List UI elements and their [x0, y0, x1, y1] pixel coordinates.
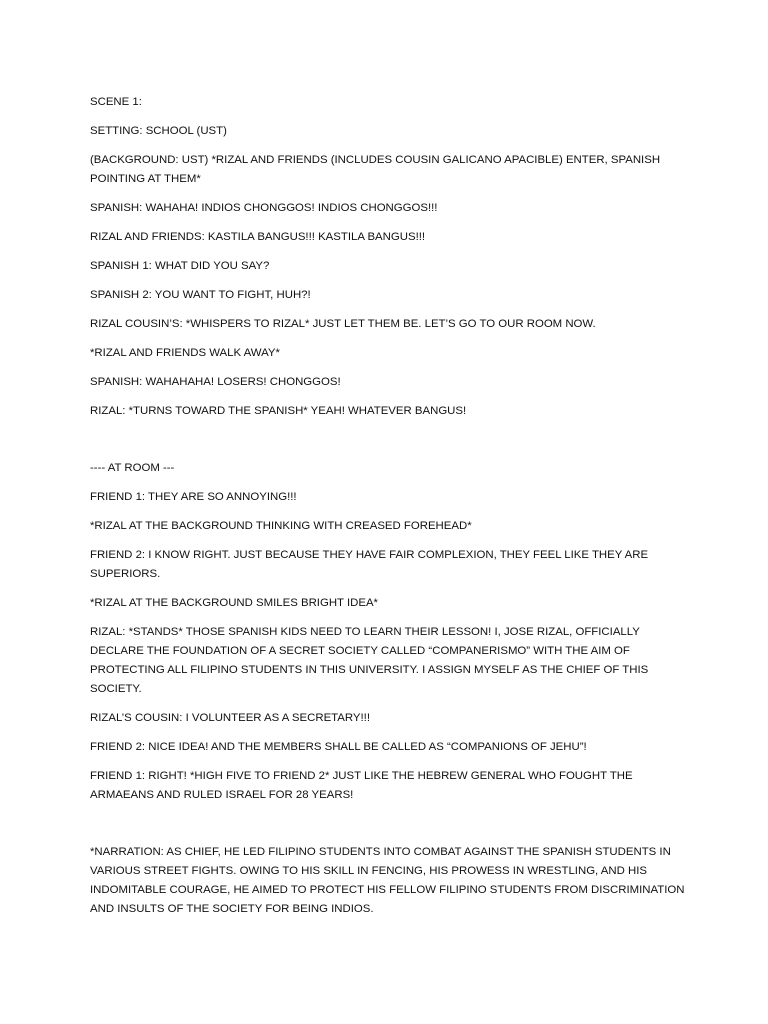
document-page	[90, 93, 690, 929]
dialogue-line: RIZAL’S COUSIN: I VOLUNTEER AS A SECRETARY!!!	[90, 712, 370, 724]
dialogue-line: FRIEND 2: I KNOW RIGHT. JUST BECAUSE THEY HAVE FAIR COMPLEXION, THEY FEEL LIKE THEY ARE SUPERIORS.	[90, 549, 649, 580]
scene-heading: SCENE 1:	[90, 96, 142, 108]
narration-paragraph: *NARRATION: AS CHIEF, HE LED FILIPINO STUDENTS INTO COMBAT AGAINST THE SPANISH STUDENTS IN VARIOUS STREET FIGHTS. OWING TO HIS SKILL IN FENCING, HIS PROWESS IN WRESTLING, AND HIS INDOMITABLE COURAGE, HE AIMED TO PROTECT HIS FELLOW FILIPINO STUDENTS FROM DISCRIMINATION AND INSULTS OF THE SOCIETY FOR BEING INDIOS.	[90, 846, 685, 915]
dialogue-line: RIZAL: *STANDS* THOSE SPANISH KIDS NEED TO LEARN THEIR LESSON! I, JOSE RIZAL, OFFICIALLY DECLARE THE FOUNDATION OF A SECRET SOCIETY CALLED “COMPANERISMO” WITH THE AIM OF PROTECTING ALL FILIPINO STUDENTS IN THIS UNIVERSITY. I ASSIGN MYSELF AS THE CHIEF OF THIS SOCIETY.	[90, 626, 649, 695]
dialogue-line: SPANISH: WAHAHA! INDIOS CHONGGOS! INDIOS CHONGGOS!!!	[90, 202, 438, 214]
dialogue-line: FRIEND 1: THEY ARE SO ANNOYING!!!	[90, 491, 297, 503]
dialogue-line: SPANISH: WAHAHAHA! LOSERS! CHONGGOS!	[90, 376, 341, 388]
dialogue-line: RIZAL: *TURNS TOWARD THE SPANISH* YEAH! WHATEVER BANGUS!	[90, 405, 467, 417]
dialogue-line: FRIEND 1: RIGHT! *HIGH FIVE TO FRIEND 2* JUST LIKE THE HEBREW GENERAL WHO FOUGHT THE ARMAEANS AND RULED ISRAEL FOR 28 YEARS!	[90, 770, 633, 801]
scene-divider: ---- AT ROOM ---	[90, 462, 175, 474]
dialogue-line: SPANISH 2: YOU WANT TO FIGHT, HUH?!	[90, 289, 311, 301]
stage-direction: *RIZAL AT THE BACKGROUND SMILES BRIGHT IDEA*	[90, 597, 378, 609]
dialogue-line: FRIEND 2: NICE IDEA! AND THE MEMBERS SHALL BE CALLED AS “COMPANIONS OF JEHU”!	[90, 741, 587, 753]
stage-direction: *RIZAL AT THE BACKGROUND THINKING WITH CREASED FOREHEAD*	[90, 520, 472, 532]
setting-line: SETTING: SCHOOL (UST)	[90, 125, 227, 137]
dialogue-line: RIZAL COUSIN’S: *WHISPERS TO RIZAL* JUST LET THEM BE. LET’S GO TO OUR ROOM NOW.	[90, 318, 596, 330]
dialogue-line: SPANISH 1: WHAT DID YOU SAY?	[90, 260, 270, 272]
background-direction: (BACKGROUND: UST) *RIZAL AND FRIENDS (INCLUDES COUSIN GALICANO APACIBLE) ENTER, SPANISH POINTING AT THEM*	[90, 154, 661, 185]
stage-direction: *RIZAL AND FRIENDS WALK AWAY*	[90, 347, 280, 359]
dialogue-line: RIZAL AND FRIENDS: KASTILA BANGUS!!! KASTILA BANGUS!!!	[90, 231, 426, 243]
